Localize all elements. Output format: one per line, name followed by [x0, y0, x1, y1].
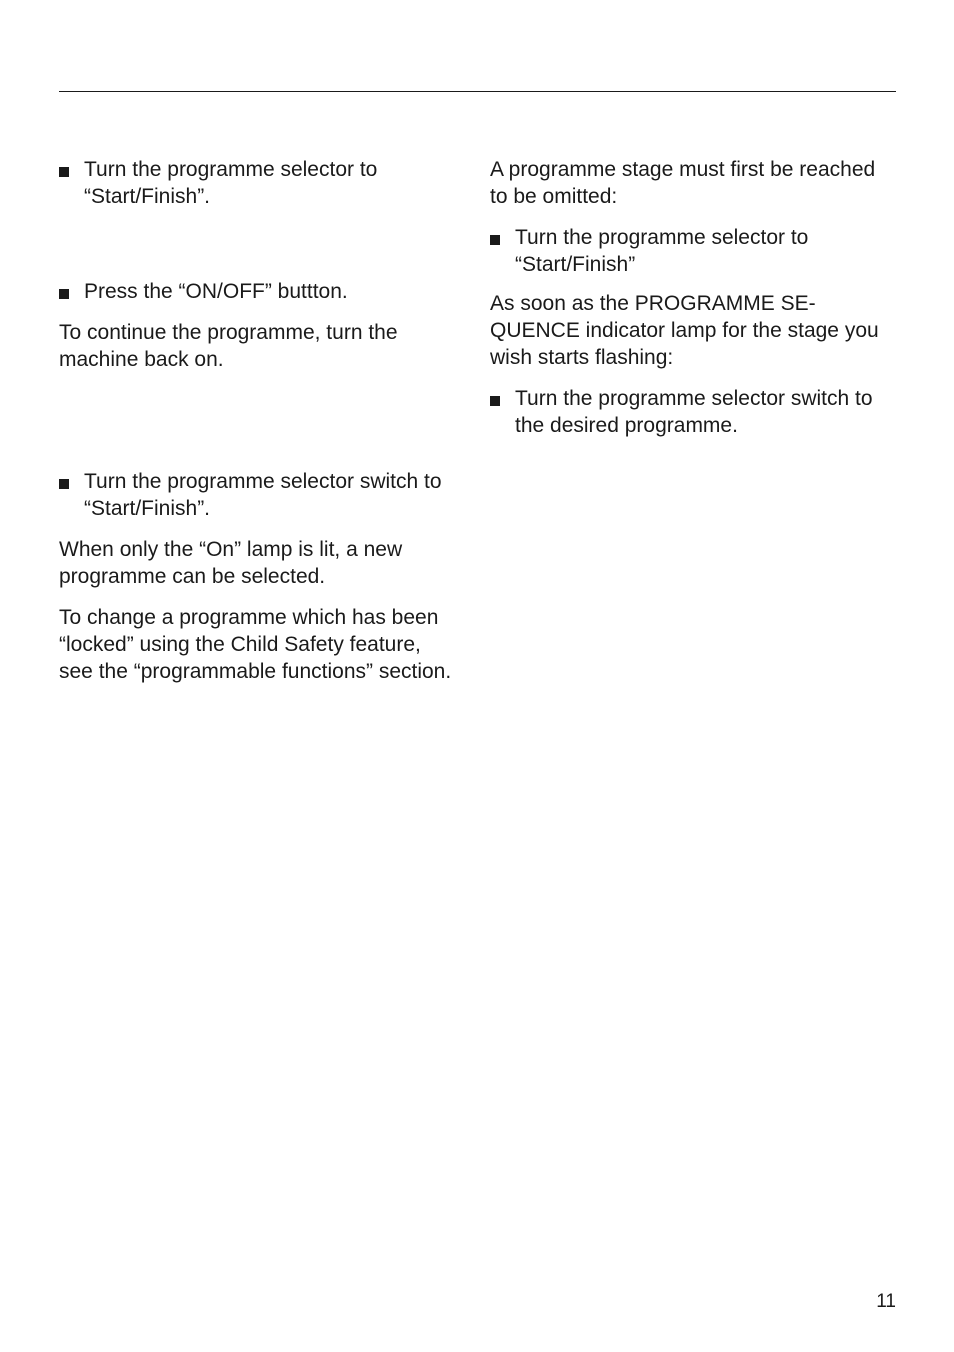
body-paragraph: To change a programme which has been “locked” using the Child Safety feature, see the “programmable functions” section. — [59, 606, 452, 683]
instruction-step — [490, 224, 890, 278]
instruction-text: Turn the programme selector to “Start/Finish” — [515, 226, 809, 276]
header-rule — [59, 91, 896, 92]
square-bullet-icon — [59, 289, 69, 299]
instruction-text: Turn the programme selector switch to “Start/Finish”. — [84, 470, 442, 520]
right-column — [490, 156, 890, 439]
instruction-step — [59, 156, 454, 210]
instruction-text: Turn the programme selector to “Start/Finish”. — [84, 158, 378, 208]
body-paragraph: As soon as the PROGRAMME SEQUENCE indicator lamp for the stage you wish starts flashing: — [490, 292, 879, 369]
page-number: 11 — [876, 1291, 896, 1312]
instruction-step — [59, 278, 454, 305]
square-bullet-icon — [59, 167, 69, 177]
body-paragraph: To continue the programme, turn the machine back on. — [59, 321, 398, 371]
instruction-step — [59, 468, 454, 522]
square-bullet-icon — [490, 396, 500, 406]
body-paragraph: A programme stage must first be reached to be omitted: — [490, 158, 876, 208]
instruction-step — [490, 385, 890, 439]
instruction-text: Press the “ON/OFF” buttton. — [84, 280, 348, 303]
square-bullet-icon — [59, 479, 69, 489]
body-paragraph: When only the “On” lamp is lit, a new programme can be selected. — [59, 538, 403, 588]
square-bullet-icon — [490, 235, 500, 245]
left-column — [59, 156, 454, 685]
instruction-text: Turn the programme selector switch to the desired programme. — [515, 387, 873, 437]
